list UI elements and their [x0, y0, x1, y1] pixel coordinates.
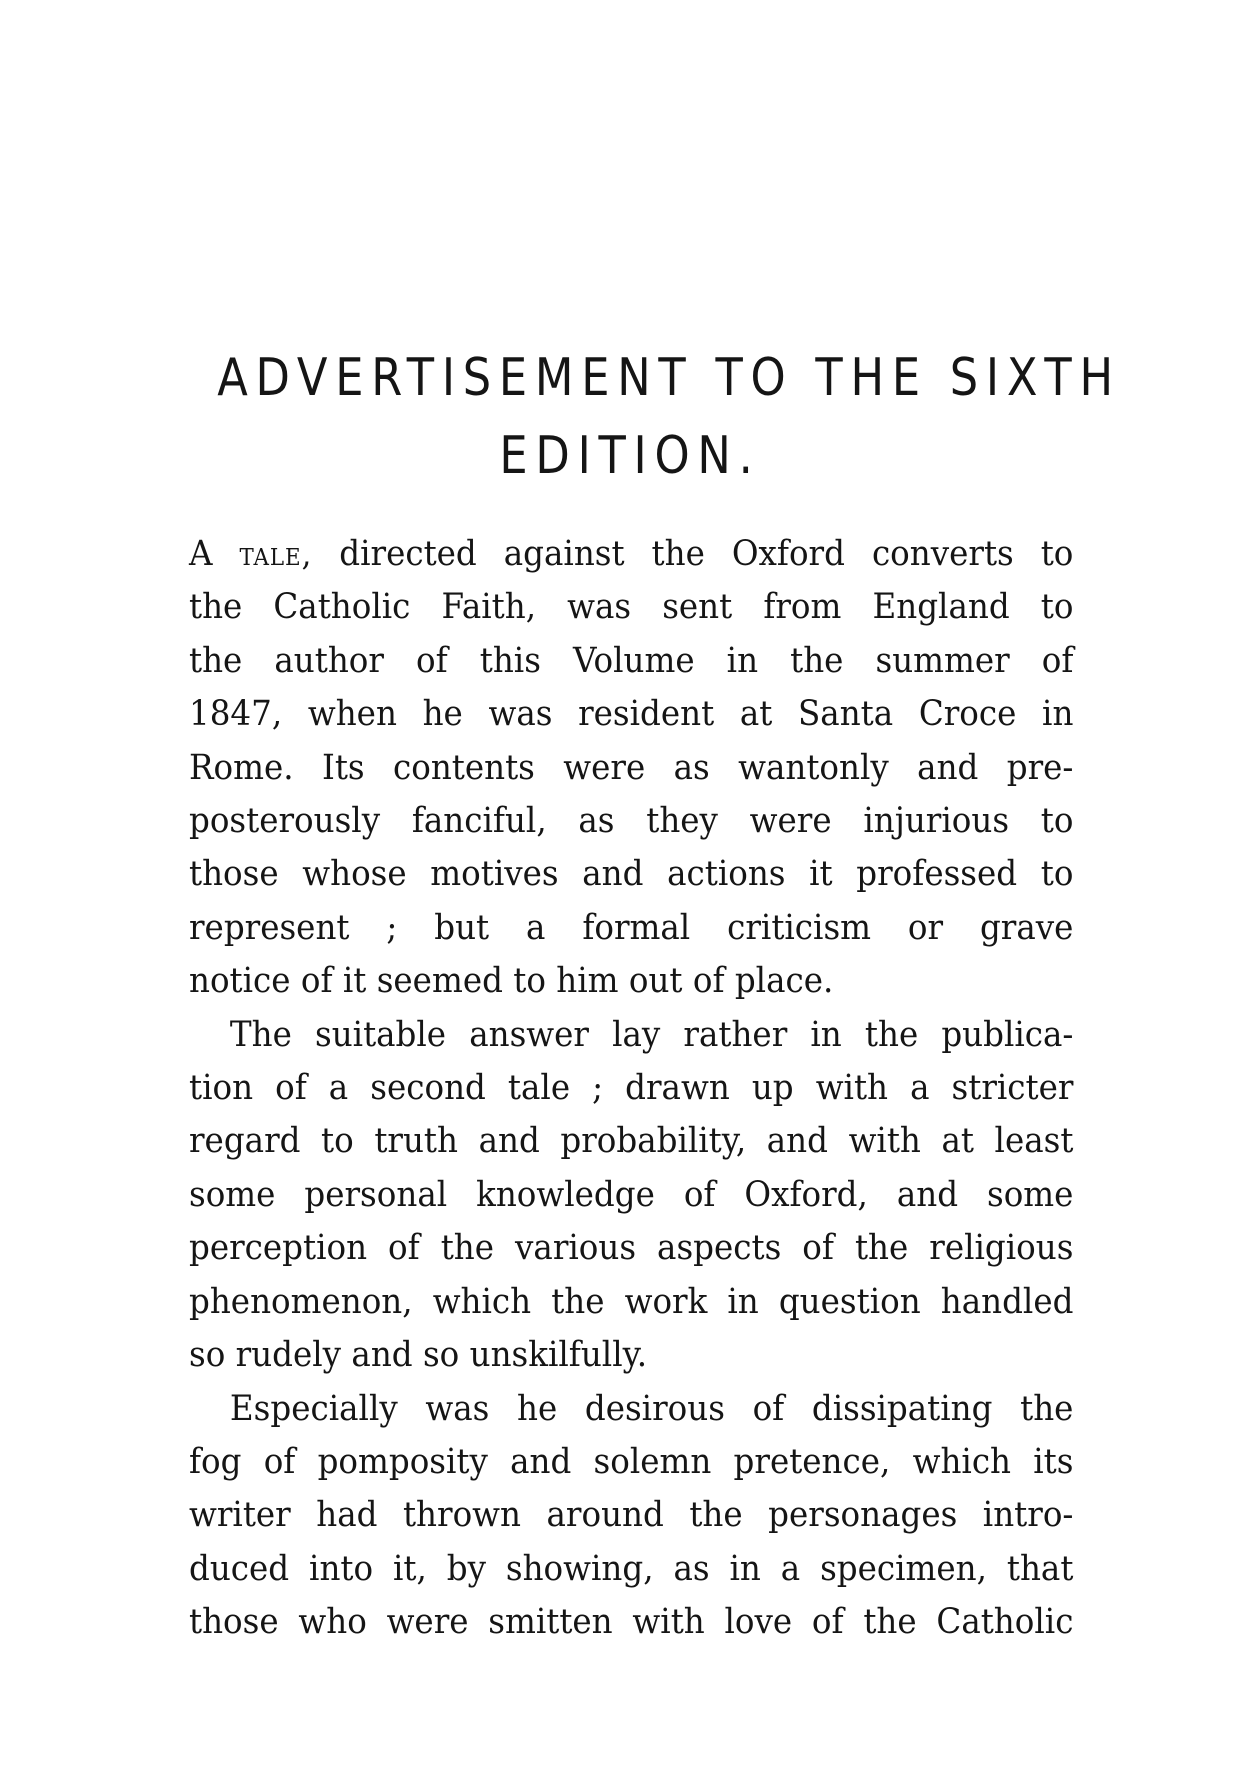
small-caps-word: tale, — [239, 534, 313, 573]
paragraph-line: those whose motives and actions it professed to — [189, 854, 1074, 895]
paragraph-line: notice of it seemed to him out of place. — [189, 961, 834, 1002]
paragraph-line: some personal knowledge of Oxford, and some — [189, 1174, 1074, 1215]
paragraph-line: The suitable answer lay rather in the publica- — [229, 1014, 1074, 1055]
paragraph-line: perception of the various aspects of the religious — [189, 1228, 1074, 1269]
paragraph-line: those who were smitten with love of the Catholic — [189, 1602, 1074, 1643]
paragraph-line: tion of a second tale ; drawn up with a stricter — [189, 1068, 1074, 1109]
paragraph-line: 1847, when he was resident at Santa Croce in — [189, 694, 1074, 735]
paragraph-line: represent ; but a formal criticism or grave — [189, 907, 1074, 948]
paragraph-line: Rome. Its contents were as wantonly and pre- — [189, 747, 1074, 788]
chapter-heading-line-2: EDITION. — [499, 426, 761, 486]
paragraph-line: phenomenon, which the work in question handled — [189, 1281, 1074, 1322]
paragraph-line: regard to truth and probability, and with at least — [189, 1121, 1074, 1162]
paragraph-line: fog of pomposity and solemn pretence, which its — [189, 1441, 1074, 1482]
paragraph-line: posterously fanciful, as they were injurious to — [189, 801, 1074, 842]
paragraph-line: the Catholic Faith, was sent from England to — [189, 587, 1074, 628]
paragraph-line: duced into it, by showing, as in a specimen, that — [189, 1548, 1074, 1589]
body-text — [189, 527, 1073, 1650]
paragraph-line: so rudely and so unskilfully. — [189, 1335, 648, 1376]
paragraph-line: the author of this Volume in the summer of — [189, 640, 1074, 681]
paragraph-1 — [189, 527, 1073, 1009]
paragraph-3 — [189, 1383, 1073, 1650]
paragraph-2 — [189, 1009, 1073, 1383]
paragraph-line: Especially was he desirous of dissipating the — [229, 1388, 1074, 1429]
lead-letter: A — [189, 534, 213, 574]
paragraph-line: A tale, directed against the Oxford converts to — [189, 534, 1074, 574]
chapter-heading-line-1: ADVERTISEMENT TO THE SIXTH — [217, 348, 1121, 408]
paragraph-line: writer had thrown around the personages intro- — [189, 1495, 1074, 1536]
